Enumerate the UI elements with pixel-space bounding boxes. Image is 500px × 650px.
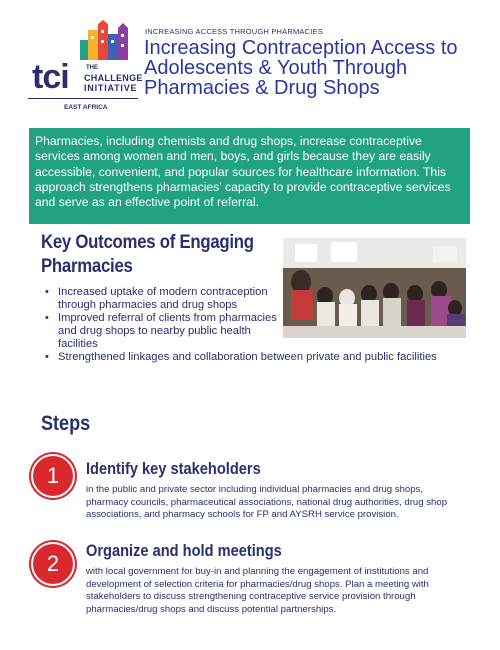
logo-the-text: THE <box>86 65 98 71</box>
step-1-number-badge: 1 <box>31 454 75 498</box>
tci-logo <box>28 20 143 116</box>
step-1-title: Identify key stakeholders <box>86 459 261 478</box>
step-1-body: in the public and private sector including individual pharmacies and drug shops, pharmacy councils, pharmaceutical associations, national drug authorities, drug shop associations, and pharmacy schools for FP and AYSRH service provision. <box>86 484 448 520</box>
outcomes-list <box>32 286 472 364</box>
list-item: • Improved referral of clients from pharmacies and drug shops to nearby public health facilities <box>32 312 290 351</box>
list-item: • Increased uptake of modern contraception through pharmacies and drug shops <box>32 286 290 312</box>
logo-region: EAST AFRICA <box>64 104 108 111</box>
outcomes-heading-line2: Pharmacies <box>41 255 133 277</box>
intro-banner <box>29 128 470 224</box>
intro-text: Pharmacies, including chemists and drug shops, increase contraceptive services among women and men, boys, and girls because they are easily accessible, convenient, and popular sources for healthcare information. This approach strengthens pharmacies' capacity to provide contraceptive services and serve as an effective point of referral. <box>35 134 451 210</box>
logo-divider <box>28 98 138 99</box>
list-item: • Strengthened linkages and collaboration between private and public facilities <box>32 351 472 364</box>
logo-tci-text: tci <box>32 58 69 96</box>
step-2-body: with local government for buy-in and planning the engagement of institutions and development of selection criteria for pharmacies/drug shops. Plan a meeting with stakeholders to discuss strengthening contraceptive service provision through pharmacies/drug shops and discuss potential partnerships. <box>86 566 429 615</box>
logo-initiative-text: INITIATIVE <box>84 83 138 93</box>
logo-challenge-text: CHALLENGE <box>84 73 143 83</box>
steps-heading: Steps <box>41 412 91 435</box>
page-title: Increasing Contraception Access to Adolescents & Youth Through Pharmacies & Drug Shops <box>144 37 458 99</box>
outcomes-heading-line1: Key Outcomes of Engaging <box>41 231 254 253</box>
step-2-number-badge: 2 <box>31 542 75 586</box>
header-kicker: INCREASING ACCESS THROUGH PHARMACIES <box>145 27 323 36</box>
step-2-title: Organize and hold meetings <box>86 541 282 560</box>
outcomes-heading <box>41 230 254 278</box>
